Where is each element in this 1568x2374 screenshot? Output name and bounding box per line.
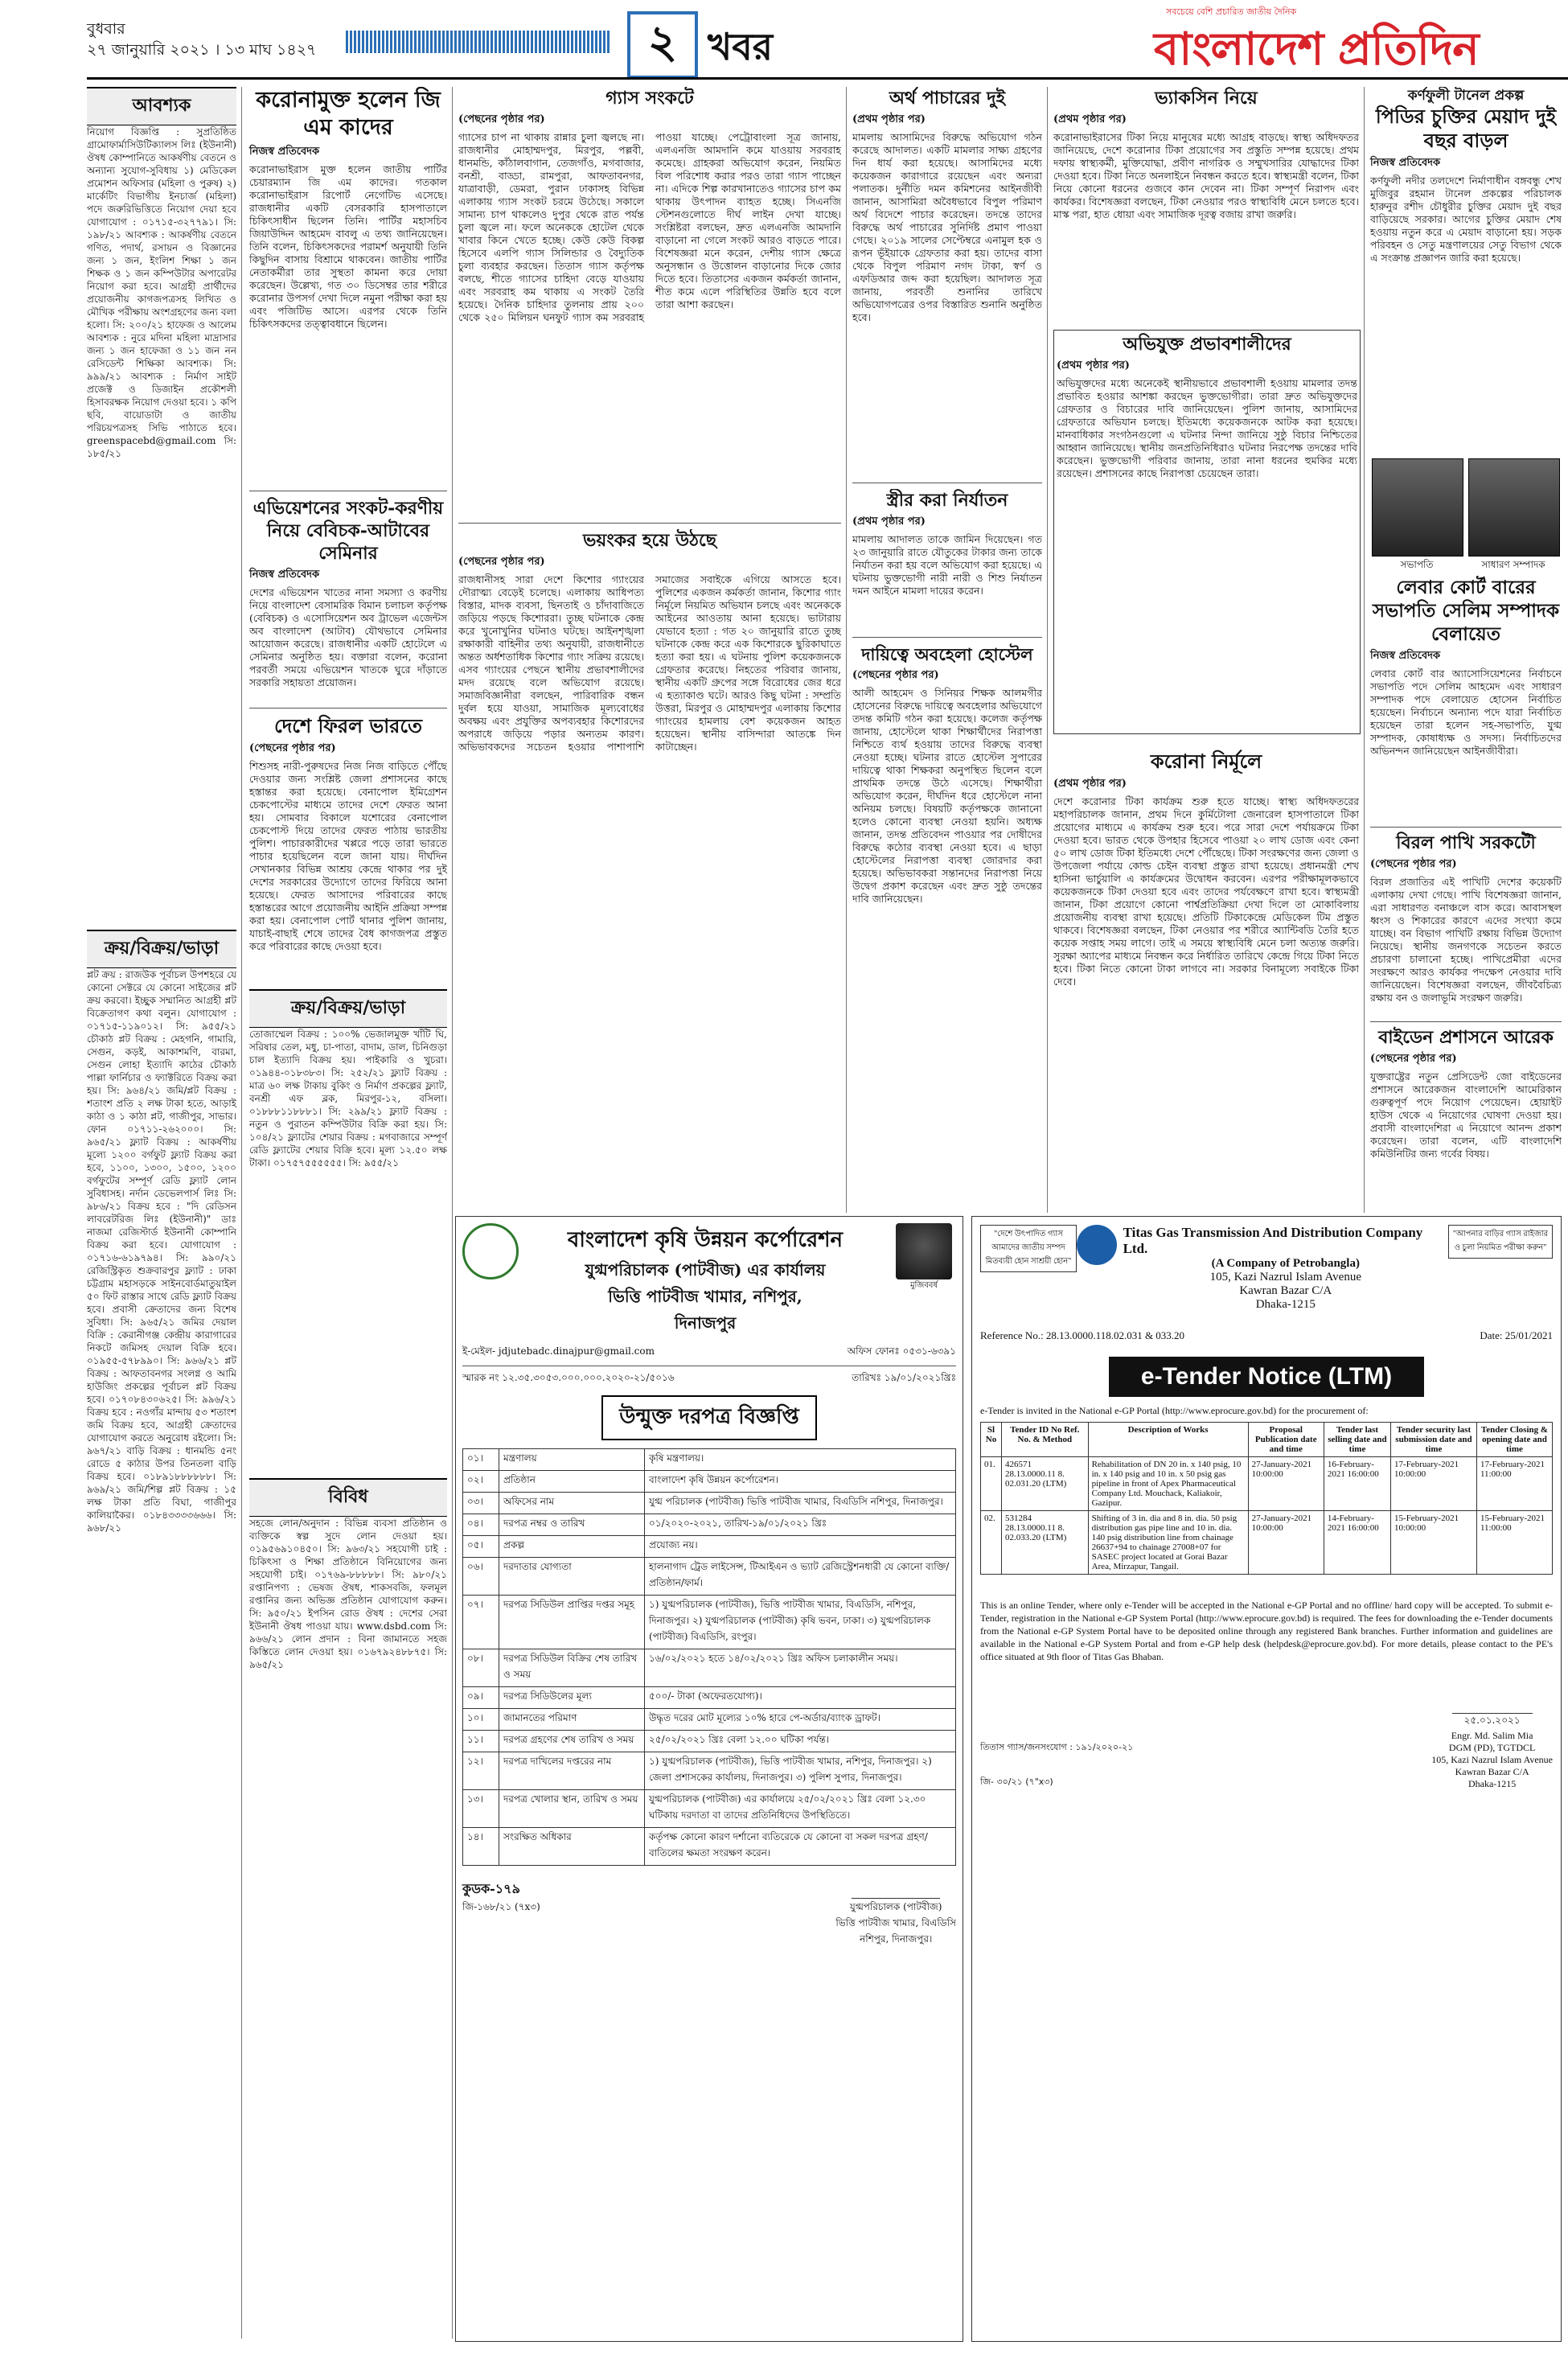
address-line-2: Kawran Bazar C/A: [1239, 1284, 1332, 1297]
article-body: রাজধানীসহ সারা দেশে কিশোর গ্যাংয়ের দৌরাত্ম্য বেড়েই চলেছে। এলাকায় আধিপত্য বিস্তার, মাদক ব্যবসা, ছিনতাই ও চাঁদাবাজিতে জড়িয়ে পড়ছে কিশোররা। তুচ্ছ ঘটনাকে কেন্দ্র করে খুনোখুনির ঘটনাও ঘটছে। আইনশৃঙ্খলা রক্ষাকারী বাহিনীর তথ্য অনুযায়ী, রাজধানীতে অন্তত অর্ধশতাধিক কিশোর গ্যাং সক্রিয় রয়েছে। এসব গ্যাংয়ের পেছনে স্থানীয় প্রভাবশালীদের মদদ রয়েছে বলে অভিযোগ রয়েছে। সমাজবিজ্ঞানীরা বলছেন, পারিবারিক বন্ধন দুর্বল হয়ে যাওয়া, সামাজিক মূল্যবোধের অবক্ষয় এবং প্রযুক্তির অপব্যবহার কিশোরদের অপরাধে জড়িয়ে পড়ার অন্যতম কারণ। অভিভাবকদের সচেতন হওয়ার পাশাপাশি সমাজের সবাইকে এগিয়ে আসতে হবে। পুলিশের একজন কর্মকর্তা জানান, কিশোর গ্যাং নির্মূলে নিয়মিত অভিযান চলছে এবং অনেককে আইনের আওতায় আনা হয়েছে। ভাটারায় যেভাবে হত্যা : গত ২০ জানুয়ারি রাতে তুচ্ছ ঘটনাকে কেন্দ্র করে এক কিশোরকে ছুরিকাঘাতে হত্যা করা হয়। এ ঘটনায় পুলিশ কয়েকজনকে গ্রেফতার করেছে। নিহতের পরিবার জানায়, স্থানীয় একটি গ্রুপের সঙ্গে বিরোধের জের ধরে এ হত্যাকাণ্ড ঘটে। আরও কিছু ঘটনা : সম্প্রতি উত্তরা, মিরপুর ও মোহাম্মদপুর এলাকায় কিশোর গ্যাংয়ের হামলায় বেশ কয়েকজন আহত হয়েছেন। স্থানীয় বাসিন্দারা আতঙ্কে দিন কাটাচ্ছেন।: [458, 573, 841, 753]
krishi-table-row: [463, 1449, 956, 1471]
krishi-cell-label: দরপত্র সিডিউল প্রাপ্তির দপ্তর সমূহ: [499, 1596, 645, 1649]
org-title: বাংলাদেশ কৃষি উন্নয়ন কর্পোরেশন: [567, 1228, 844, 1252]
photo-secretary: [1468, 458, 1560, 557]
article-byline: নিজস্ব প্রতিবেদক: [249, 146, 320, 158]
krishi-cell-label: অফিসের নাম: [499, 1493, 645, 1514]
etender-footer-text: This is an online Tender, where only e-Tender will be accepted in the National e-GP Portal and no offline/ hard copy will be accepted. To submit e-Tender, registration in the National e-GP System Portal (http://www.eprocure.gov.bd) is required. The fees for downloading the e-Tender documents from the National e-GP System Portal have to be deposited online through any registered Bank branches. Further information and guidelines are available in the National e-GP System Portal and from e-GP help desk (helpdesk@eprocure.gov.bd). For more details, please contact to the PE's office situated at 9th floor of Titas Gas Bhaban.: [980, 1600, 1553, 1662]
org-email: ই-মেইল- jdjutebadc.dinajpur@gmail.com: [462, 1345, 655, 1357]
etender-header-row: [981, 1423, 1553, 1457]
classifieds-mid-ads: তোজাম্মেল বিক্রয় : ১০০% ভেজালমুক্ত খাঁটি ঘি, সরিষার তেল, মধু, চা-পাতা, বাদাম, ডাল, চিনিগুড়া চাল ইত্যাদি বিক্রয় হয়। পাইকারি ও খুচরা। ০১৯৪৪-০১৮৩৮৩। সি: ২৫২/২১ ফ্ল্যাট বিক্রয় : মাত্র ৬০ লক্ষ টাকায় বুকিং ও নির্মাণ প্রকল্পের ফ্ল্যাট, বনশ্রী এফ ব্লক, মিরপুর-১২, বসিলা। ০১৮৮৮১১৮৮৮১। সি: ২৯৯/২১ ফ্ল্যাট বিক্রয় : নতুন ও পুরাতন কম্পিউটার বিক্রি করা হয়। সি: ১০৪/২১ ফ্ল্যাটের শেয়ার বিক্রয় : মগবাজারে সম্পূর্ণ রেডি ফ্ল্যাটের শেয়ার বিক্রি হবে। মূল্য ১২.৫০ লক্ষ টাকা। ০১৭৫৭৫৫৫৫৫৫। সি: ৯৫৫/২১: [249, 1029, 447, 1169]
etender-cell-close: 17-February-2021 11:00:00: [1476, 1457, 1552, 1511]
section-title: খবর: [708, 25, 774, 68]
column-rule-1: [241, 87, 242, 2339]
etender-cell-sell: 14-February-2021 16:00:00: [1324, 1511, 1390, 1575]
etender-cell-sec: 15-February-2021 10:00:00: [1391, 1511, 1477, 1575]
divider: [458, 523, 841, 524]
krishi-table-row: [463, 1493, 956, 1514]
article-bharat: [249, 714, 447, 992]
classifieds-trade-ads: প্লট ক্রয় : রাজউক পূর্বাচল উপশহরে যে কোনো সেক্টরে যে কোনো সাইজের প্লট ক্রয় করবো। ইচ্ছুক সম্মানিত আগ্রহী প্লট বিক্রেতাগণ কথা বলুন। যোগাযোগ : ০১৭১৫-১১৯০১২। সি: ৯৫৫/২১ চৌকাঠ প্লট বিক্রয় : মেহগনি, গামারি, সেগুন, কড়ই, আকাশমণি, বারমা, সেগুন লোহা ইত্যাদি কাঠের চৌকাঠ পাল্লা ফার্নিচার ও ফ্যাক্টরিতে বিক্রয় করা হয়। সি: ৯৬৪/২১ জমি/প্লট বিক্রয় : শতাংশ প্রতি ২ লক্ষ টাকা হতে, আড়াই কাঠা ও ১ কাঠা প্লট, গাজীপুর, সাভার। ফোন ০১৭১১-২৬২০০০। সি: ৯৬৫/২১ ফ্ল্যাট বিক্রয় : আকর্ষণীয় মূল্যে ১২০০ বর্গফুট ফ্ল্যাট বিক্রয় করা হবে, ১১০০, ১৩০০, ১৫০০, ১২০০ বর্গফুটের সম্পূর্ণ রেডি ফ্ল্যাট লোন সুবিধাসহ। নর্দান ডেভেলপার্স লিঃ সি: ৯৮৬/২১ বিক্রয় হবে : "দি রেডিসন লাবরেটরিজ লিঃ (ইউনানী)" ডাঃ নাজমা রেজিস্টার্ড ইউনানী কোম্পানি বিক্রয় করা হবে। যোগাযোগ : ০১৭১৬-৬১৯৭৯৪। সি: ৯৯০/২১ রেজিস্ট্রিকৃত শুক্রবারপুর ফ্ল্যাট : ঢাকা চট্টগ্রাম মহাসড়কে সাইনবোর্ডমাতুয়াইল ৫০ ফিট রাস্তার সাথে রেডি ফ্ল্যাট বিক্রয় হবে। প্রবাসী ক্রেতাদের জন্য বিশেষ সুবিধা। সি: ৯৬৫/২১ জমির দেয়াল বিক্রি : কেরানীগঞ্জ কেন্দ্রীয় কারাগারের নিকটে জমিসহ দেয়াল বিক্রি হবে। ০১৯৫৫-৫৭৮৯৯০। সি: ৯৬৬/২১ প্লট বিক্রয় : আফতাবনগর সংলগ্ন ও আমি হাউজিং প্রকল্পের পূর্বাচল প্লট বিক্রয় হবে। ০১৭০৮৪৩০৬২৫। সি: ৯৯৬/২১ বিক্রয় হবে : নওগাঁর মান্দায় ৫৩ শতাংশ জমি বিক্রয় হবে, আগ্রহী ক্রেতাদের যোগাযোগ করতে অনুরোধ রইলো। সি: ৯৬৭/২১ বাড়ি বিক্রয় : ধানমন্ডি ৫নং রোডে ৫ কাঠার উপর তিনতলা বাড়ি বিক্রয় হবে। ০১৮৯১৮৮৮৮৮৮। সি: ৯৬৯/২১ জমি/শিল্প প্লট বিক্রয় : ১৫ লক্ষ টাকা প্রতি বিঘা, গাজীপুর কালিয়াকৈর। ০১৮৪৩৩৩৩৬৬৬। সি: ৯৬৮/২১: [87, 969, 236, 1534]
photo-president: [1372, 458, 1463, 557]
divider: [1370, 1021, 1562, 1022]
header-date: ২৭ জানুয়ারি ২০২১ । ১৩ মাঘ ১৪২৭: [87, 41, 317, 59]
etender-header-cell: Sl No: [981, 1423, 1002, 1457]
krishi-cell-label: দরপত্র সিডিউল বিক্রির শেষ তারিখ ও সময়: [499, 1649, 645, 1687]
etender-cell-pub: 27-January-2021 10:00:00: [1248, 1457, 1324, 1511]
article-labor: [1370, 576, 1562, 820]
article-stri: [852, 489, 1042, 642]
badc-logo-icon: [462, 1223, 519, 1279]
header-day: বুধবার: [87, 20, 125, 38]
krishi-cell-value: ৫০০/- টাকা (অফেরতযোগ্য)।: [645, 1687, 956, 1709]
masthead-logo: বাংলাদেশ প্রতিদিন: [1154, 23, 1479, 76]
krishi-cell-sl: ১৪।: [463, 1828, 499, 1866]
krishi-table-row: [463, 1828, 956, 1866]
signer-name: Engr. Md. Salim Mia: [1451, 1730, 1533, 1741]
article-headline: ভ্যাকসিন নিয়ে: [1155, 88, 1258, 109]
signer-name: যুগ্মপরিচালক (পাটবীজ): [849, 1901, 942, 1912]
article-body: বিরল প্রজাতির এই পাখিটি দেশের কয়েকটি এলাকায় দেখা গেছে। পাখি বিশেষজ্ঞরা জানান, এরা সাধারণত বনাঞ্চলে বাস করে। আবাসস্থল ধ্বংস ও শিকারের কারণে এদের সংখ্যা কমে যাচ্ছে। বন বিভাগ পাখিটি রক্ষায় বিভিন্ন উদ্যোগ নিয়েছে। স্থানীয় জনগণকে সচেতন করতে প্রচারণা চালানো হচ্ছে। পাখিপ্রেমীরা এদের সংরক্ষণে আরও কার্যকর পদক্ষেপ নেওয়ার দাবি জানিয়েছেন। বিশেষজ্ঞরা বলছেন, জীববৈচিত্র্য রক্ষায় বন ও জলাভূমি সংরক্ষণ জরুরি।: [1370, 876, 1562, 1004]
address-line-1: 105, Kazi Nazrul Islam Avenue: [1209, 1271, 1361, 1284]
classifieds-mid-label: ক্রয়/বিক্রয়/ভাড়া: [249, 989, 447, 1028]
article-headline: দায়িত্বে অবহেলা হোস্টেল: [861, 644, 1033, 664]
krishi-cell-sl: ০৪।: [463, 1514, 499, 1536]
etender-cell-sl: 01.: [981, 1457, 1002, 1511]
slogan-right: "আপনার বাড়ির গ্যাস রাইজার ও চুলা নিয়মিত পরীক্ষা করুন": [1448, 1225, 1553, 1259]
org-sub-3: দিনাজপুর: [674, 1313, 737, 1333]
column-rule-2: [452, 87, 453, 2339]
krishi-cell-sl: ০৯।: [463, 1687, 499, 1709]
article-byline: নিজস্ব প্রতিবেদক: [1370, 157, 1441, 169]
krishi-table-row: [463, 1558, 956, 1596]
article-headline: অভিযুক্ত প্রভাবশালীদের: [1123, 334, 1291, 355]
titas-tender-ad: [971, 1216, 1562, 2342]
article-body: দেশের এভিয়েশন খাতের নানা সমস্যা ও করণীয় নিয়ে বাংলাদেশ বেসামরিক বিমান চলাচল কর্তৃপক্ষ (বেবিচক) ও এসোসিয়েশন অব ট্রাভেল এজেন্টস অব বাংলাদেশ (আটাব) যৌথভাবে সেমিনার আয়োজন করেছে। রাজধানীর একটি হোটেলে এ সেমিনার অনুষ্ঠিত হয়। বক্তারা বলেন, করোনা পরবর্তী সময়ে এভিয়েশন খাতকে ঘুরে দাঁড়াতে সরকারি সহায়তা প্রয়োজন।: [249, 586, 447, 688]
address-line-3: Dhaka-1215: [1255, 1298, 1316, 1311]
signer-address-2: Kawran Bazar C/A: [1455, 1766, 1529, 1777]
krishi-cell-sl: ০৭।: [463, 1596, 499, 1649]
krishi-cell-label: দরপত্র দাখিলের দপ্তরের নাম: [499, 1752, 645, 1790]
article-body: মামলায় আদালত তাকে জামিন দিয়েছেন। গত ২৩ জানুয়ারি রাতে যৌতুকের টাকার জন্য তাকে নির্যাতন করা হয় বলে অভিযোগ করা হয়েছে। এ ঘটনায় ভুক্তভোগী নারী নারী ও শিশু নির্যাতন দমন আইনে মামলা দায়ের করেন।: [852, 533, 1042, 597]
krishi-cell-sl: ০৫।: [463, 1536, 499, 1558]
masthead-tagline: সবচেয়ে বেশি প্রচারিত জাতীয় দৈনিক: [1166, 6, 1297, 17]
article-headline: অর্থ পাচারের দুই: [889, 88, 1006, 109]
memo-date: তারিখঃ ১৯/০১/২০২১খ্রিঃ: [852, 1372, 956, 1383]
article-headline: এভিয়েশনের সংকট-করণীয় নিয়ে বেবিচক-আটাবের সেমিনার: [252, 498, 444, 564]
krishi-cell-sl: ০১।: [463, 1449, 499, 1471]
article-gas: [458, 87, 841, 525]
classifieds-mid-misc-ads: সহজে লোন/অনুদান : বিভিন্ন ব্যবসা প্রতিষ্ঠান ও ব্যক্তিকে স্বল্প সুদে লোন দেওয়া হয়। ০১৯৫৬৯১০৪৫০। সি: ৯৬৩/২১ সহযোগী চাই : চিকিৎসা ও শিক্ষা প্রতিষ্ঠানে বিনিয়োগের জন্য সহযোগী চাই। ০১৭৬৯-৮৮৮৮৮। সি: ৯৮০/২১ রপ্তানিপণ্য : ভেষজ ঔষধ, শাকসবজি, ফলমূল রপ্তানির জন্য অভিজ্ঞ প্রতিষ্ঠান যোগাযোগ করুন। সি: ৯৫০/২১ ইপসিন রোড ঔষধ : দেশের সেরা ইউনানী ঔষধ পাওয়া যায়। www.dsbd.com সি: ৯৬৬/২১ লোন প্রদান : বিনা জামানতে সহজ কিস্তিতে লোন দেওয়া হয়। ০১৬৭৯২৪৮৮৭৫। সি: ৯৬৫/২১: [249, 1518, 447, 1670]
classifieds-mid-label-misc: বিবিধ: [249, 1478, 447, 1517]
article-byline: (প্রথম পৃষ্ঠার পর): [1057, 359, 1130, 372]
classifieds-column: [87, 87, 236, 2339]
signer-office: ভিত্তি পাটবীজ খামার, বিএডিসি: [835, 1917, 956, 1928]
etender-cell-desc: Shifting of 3 in. dia and 8 in. dia. 50 psig distribution gas pipe line and 10 in. dia. 140 psig distribution line from chainage 26637+94 to chainage 27008+07 for SASEC project located at Gorai Bazar Area, Mirzapur, Tangail.: [1088, 1511, 1248, 1575]
etender-title: e-Tender Notice (LTM): [1109, 1357, 1424, 1397]
article-byline: নিজস্ব প্রতিবেদক: [1370, 650, 1441, 662]
article-seminar: [249, 497, 447, 723]
etender-row: [981, 1457, 1553, 1511]
classifieds-label-trade: ক্রয়/বিক্রয়/ভাড়া: [87, 930, 236, 968]
krishi-table-row: [463, 1596, 956, 1649]
article-hostel: [852, 643, 1042, 1210]
signature-mark: [1452, 1695, 1533, 1714]
article-byline: (পেছনের পৃষ্ঠার পর): [458, 113, 545, 125]
article-headline: ভয়ংকর হয়ে উঠছে: [582, 530, 717, 551]
article-vaccine: [1053, 87, 1359, 332]
article-byline: (প্রথম পৃষ্ঠার পর): [852, 515, 926, 528]
sign-date: ২৫.০১.২০২১: [1463, 1715, 1521, 1726]
krishi-cell-value: উদ্ধৃত দরের মোট মূল্যের ১০% হারে পে-অর্ডার/ব্যাংক ড্রাফট।: [645, 1709, 956, 1731]
article-body: করোনাভাইরাস মুক্ত হলেন জাতীয় পার্টির চেয়ারম্যান জি এম কাদের। গতকাল করোনাভাইরাস রিপোর্ট নেগেটিভ এসেছে। রাজধানীর একটি বেসরকারি হাসপাতালে চিকিৎসাধীন ছিলেন তিনি। পার্টির মহাসচিব জিয়াউদ্দিন আহমেদ বাবলু এ তথ্য জানিয়েছেন। তিনি বলেন, চিকিৎসকদের পরামর্শ অনুযায়ী তিনি কিছুদিন বাসায় বিশ্রামে থাকবেন। জাতীয় পার্টির নেতাকর্মীরা তার সুস্থতা কামনা করে দোয়া করেছেন। উল্লেখ্য, গত ৩০ ডিসেম্বর তার শরীরে করোনার উপসর্গ দেখা দিলে নমুনা পরীক্ষা করা হয় এবং পজিটিভ আসে। এরপর থেকে তিনি চিকিৎসকদের তত্ত্বাবধানে ছিলেন।: [249, 163, 447, 330]
article-headline: দেশে ফিরল ভারতে: [273, 714, 423, 737]
titas-ref-2: জি- ৩০/২১ (৭"x৩): [980, 1776, 1053, 1787]
classifieds-wanted-ads: নিয়োগ বিজ্ঞপ্তি : সুপ্রতিষ্ঠিত গ্রামোফার্মাসিউটিক্যালস লিঃ (ইউনানী) ঔষধ কোম্পানিতে আকর্ষণীয় বেতনে ও অন্যান্য সুযোগ-সুবিধায় ১) মেডিকেল প্রমোশন অফিসার (মহিলা ও পুরুষ) ২) মার্কেটিং বিভাগীয় ইনচার্জ (মহিলা) পদে জরুরিভিত্তিতে নিয়োগ দেয়া হবে যোগাযোগ : ০১৭১৫-৩২৭৭৯১। সি: ১৯৮/২১ আবশ্যক : আকর্ষণীয় বেতনে গণিত, পদার্থ, রসায়ন ও বিজ্ঞানের জন্য ১ জন, ইংলিশ শিক্ষা ১ জন শিক্ষক ও ১ জন কম্পিউটার অপারেটর নিয়োগ করা হবে। আগ্রহী প্রার্থীদের প্রয়োজনীয় কাগজপত্রসহ লিখিত ও মৌখিক পরীক্ষায় অংশগ্রহণের জন্য বলা হলো। সি: ২০০/২১ হাফেজ ও আলেম আবশ্যক : নুরে মদিনা মহিলা মাদ্রাসার জন্য ১ জন হাফেজা ও ১১ জন নন রেসিডেন্ট শিক্ষিকা আবশ্যক। সি: ৯৯৯/২১ আবশ্যক : নির্মাণ সাইট প্রজেক্ট ও ডিজাইন প্রকৌশলী হিসাবরক্ষক নিয়োগ দেওয়া হবে। ১ কপি ছবি, বায়োডাটা ও জাতীয় পরিচয়পত্রসহ সিভি পাঠাতে হবে। greenspacebd@gmail.com সি: ১৮৫/২১: [87, 126, 236, 459]
article-byline: (প্রথম পৃষ্ঠার পর): [1053, 778, 1127, 790]
article-headline: বাইডেন প্রশাসনে আরেক: [1378, 1027, 1554, 1048]
krishi-cell-label: দরপত্র খোলার স্থান, তারিখ ও সময়: [499, 1790, 645, 1828]
article-headline: বিরল পাখি সরকটৌ: [1396, 832, 1536, 853]
article-birol: [1370, 832, 1562, 1025]
mujib-borsho-label: মুজিববর্ষ: [909, 1281, 938, 1290]
article-kicker: কর্ণফুলী টানেল প্রকল্প: [1407, 88, 1525, 104]
etender-intro: e-Tender is invited in the National e-GP Portal (http://www.eprocure.gov.bd) for the procurement of:: [980, 1405, 1369, 1416]
etender-header-cell: Tender last selling date and time: [1324, 1423, 1390, 1457]
article-body: লেবার কোর্ট বার অ্যাসোসিয়েশনের নির্বাচনে সভাপতি পদে সেলিম আহমেদ এবং সাধারণ সম্পাদক পদে বেলায়েত হোসেন নির্বাচিত হয়েছেন। নির্বাচনে অন্যান্য পদে যারা নির্বাচিত হয়েছেন তারা হলেন সহ-সভাপতি, যুগ্ম সম্পাদক, কোষাধ্যক্ষ ও সদস্য। নির্বাচিতদের অভিনন্দন জানিয়েছেন আইনজীবীরা।: [1370, 667, 1562, 757]
krishi-cell-sl: ১১।: [463, 1731, 499, 1752]
krishi-cell-label: সংরক্ষিত অধিকার: [499, 1828, 645, 1866]
article-ortho-pachar: [852, 87, 1042, 485]
page-number: ২: [647, 15, 678, 68]
signer-address-1: 105, Kazi Nazrul Islam Avenue: [1431, 1754, 1553, 1765]
ref-code-2: জি-১৬৮/২১ (৭x৩): [462, 1901, 540, 1912]
etender-header-cell: Tender security last submission date and time: [1391, 1423, 1477, 1457]
krishi-cell-sl: ০৮।: [463, 1649, 499, 1687]
article-headline: স্ত্রীর করা নির্যাতন: [886, 490, 1008, 511]
etender-row: [981, 1511, 1553, 1575]
etender-table: [980, 1422, 1553, 1575]
article-karona-mukto: [249, 87, 447, 433]
krishi-cell-value: ১৬/০২/২০২১ হতে ১৪/০২/২০২১ খ্রিঃ অফিস চলাকালীন সময়।: [645, 1649, 956, 1687]
signer-address-3: Dhaka-1215: [1467, 1778, 1517, 1789]
krishi-cell-value: কৃষি মন্ত্রণালয়।: [645, 1449, 956, 1471]
org-sub-2: ভিত্তি পাটবীজ খামার, নশিপুর,: [608, 1287, 802, 1306]
page-number-box: [627, 11, 698, 79]
krishi-cell-sl: ১০।: [463, 1709, 499, 1731]
article-body: দেশে করোনার টিকা কার্যক্রম শুরু হতে যাচ্ছে। স্বাস্থ্য অধিদফতরের মহাপরিচালক জানান, প্রথম দিনে কুর্মিটোলা জেনারেল হাসপাতালে টিকা প্রয়োগের মাধ্যমে এ কার্যক্রম শুরু হবে। পরে সারা দেশে পর্যায়ক্রমে টিকা দেওয়া হবে। ভারত থেকে উপহার হিসেবে পাওয়া ২০ লাখ ডোজ এবং কেনা ৫০ লাখ ডোজ টিকা ইতিমধ্যে দেশে পৌঁছেছে। টিকা সংরক্ষণের জন্য জেলা ও উপজেলা পর্যায়ে কোল্ড চেইন ব্যবস্থা প্রস্তুত রাখা হয়েছে। প্রধানমন্ত্রী শেখ হাসিনা ভার্চুয়ালি এ কার্যক্রমের উদ্বোধন করবেন। এরপর পরীক্ষামূলকভাবে কয়েকজনকে টিকা দেওয়া হবে এবং তাদের পর্যবেক্ষণে রাখা হবে। স্বাস্থ্যমন্ত্রী জানান, টিকা প্রয়োগে কোনো পার্শ্বপ্রতিক্রিয়া দেখা দিলে তা মোকাবিলায় প্রয়োজনীয় ব্যবস্থা রাখা হয়েছে। প্রতিটি টিকাকেন্দ্রে মেডিকেল টিম প্রস্তুত থাকবে। বিশেষজ্ঞরা বলছেন, টিকা নেওয়ার পর শরীরে অ্যান্টিবডি তৈরি হতে কয়েক সপ্তাহ সময় লাগে। তাই এ সময়ে স্বাস্থ্যবিধি মেনে চলা অত্যন্ত জরুরি। সুরক্ষা অ্যাপের মাধ্যমে নিবন্ধন করে নির্ধারিত তারিখে কেন্দ্রে গিয়ে টিকা নিতে হবে। টিকা নিতে কোনো টাকা লাগবে না। সরকার বিনামূল্যে সবাইকে টিকা দেবে।: [1053, 795, 1359, 988]
article-byline: (পেছনের পৃষ্ঠার পর): [249, 742, 336, 754]
krishi-table-row: [463, 1514, 956, 1536]
krishi-cell-value: হালনাগাদ ট্রেড লাইসেন্স, টিআইএন ও ভ্যাট রেজিস্ট্রেশনধারী যে কোনো ব্যক্তি/প্রতিষ্ঠান/ফার্ম।: [645, 1558, 956, 1596]
slogan-left: "দেশে উৎপাদিত গ্যাস আমাদের জাতীয় সম্পদ মিতব্যয়ী হোন সাশ্রয়ী হোন": [980, 1225, 1077, 1272]
article-body: অভিযুক্তদের মধ্যে অনেকেই স্থানীয়ভাবে প্রভাবশালী হওয়ায় মামলার তদন্ত প্রভাবিত হওয়ার আশঙ্কা করছেন ভুক্তভোগীরা। তারা দ্রুত অভিযুক্তদের গ্রেফতার ও বিচারের দাবি জানিয়েছেন। পুলিশ জানায়, আসামিদের গ্রেফতারে অভিযান চলছে। ইতিমধ্যে কয়েকজনকে আটক করা হয়েছে। মানবাধিকার সংগঠনগুলো এ ঘটনার নিন্দা জানিয়ে সুষ্ঠু বিচার নিশ্চিতের আহ্বান জানিয়েছে। স্থানীয় জনপ্রতিনিধিরাও ঘটনার নিরপেক্ষ তদন্তের দাবি করেছেন। ভুক্তভোগী পরিবার জানায়, তারা নানা ধরনের হুমকির মধ্যে রয়েছেন। প্রশাসনের কাছে নিরাপত্তা চেয়েছেন তারা।: [1057, 377, 1357, 479]
ref-code-1: কুডক-১৭৯: [462, 1881, 520, 1896]
krishi-tender-ad: [455, 1216, 963, 2342]
classifieds-label-wanted: আবশ্যক: [87, 87, 236, 125]
etender-cell-id: 531284 28.13.0000.11 8. 02.033.20 (LTM): [1002, 1511, 1089, 1575]
krishi-cell-value: যুগ্মপরিচালক (পাটবীজ) এর কার্যালয়ে ২৫/০২/২০২১ খ্রিঃ বেলা ১২.৩০ ঘটিকায় দরদাতা বা তাদের প্রতিনিধিদের উপস্থিতিতে।: [645, 1790, 956, 1828]
column-rule-3: [846, 87, 847, 1213]
krishi-table-row: [463, 1731, 956, 1752]
mujib-portrait-icon: [896, 1223, 952, 1279]
article-byline: (প্রথম পৃষ্ঠার পর): [1053, 113, 1127, 125]
article-body: শিশুসহ নারী-পুরুষদের নিজ নিজ বাড়িতে পৌঁছে দেওয়ার জন্য সংশ্লিষ্ট জেলা প্রশাসনের কাছে হস্তান্তর করা হয়েছে। বেনাপোল ইমিগ্রেশন চেকপোস্টের মাধ্যমে তাদের দেশে ফেরত আনা হয়। সোমবার বিকালে যশোরের বেনাপোল চেকপোস্ট দিয়ে তাদের ফেরত পাঠায় ভারতীয় পুলিশ। পাচারকারীদের খপ্পরে পড়ে তারা ভারতে পাচার হয়েছিলেন বলে জানা যায়। দীর্ঘদিন সেখানকার বিভিন্ন আশ্রয় কেন্দ্রে থাকার পর দুই দেশের সরকারের উদ্যোগে তাদের ফিরিয়ে আনা হয়েছে। ফেরত আসাদের পরিবারের কাছে হস্তান্তরের আগে প্রয়োজনীয় আইনি প্রক্রিয়া সম্পন্ন করা হয়। বেনাপোল পোর্ট থানার পুলিশ জানায়, যাচাই-বাছাই শেষে তাদের বৈধ কাগজপত্র প্রস্তুত করে পরিবারের কাছে দেওয়া হবে।: [249, 760, 447, 952]
etender-header-cell: Proposal Publication date and time: [1248, 1423, 1324, 1457]
notice-date: Date: 25/01/2021: [1480, 1329, 1553, 1341]
etender-cell-desc: Rehabilitation of DN 20 in. x 140 psig, 10 in. x 140 psig and 10 in. x 50 psig gas pipeline in front of Apex Pharmaceutical Company Ltd. Mouchack, Kaliakoir, Gazipur.: [1088, 1457, 1248, 1511]
krishi-cell-value: ০১/২০২০-২০২১, তারিখ-১৯/০১/২০২১ খ্রিঃ: [645, 1514, 956, 1536]
etender-cell-id: 426571 28.13.0000.11 8. 02.031.20 (LTM): [1002, 1457, 1089, 1511]
etender-header-cell: Description of Works: [1088, 1423, 1248, 1457]
article-obhijukto: [1053, 330, 1361, 734]
krishi-table-row: [463, 1709, 956, 1731]
krishi-cell-sl: ০৩।: [463, 1493, 499, 1514]
krishi-cell-value: ২৫/০২/২০২১ খ্রিঃ বেলা ১২.০০ ঘটিকা পর্যন্ত।: [645, 1731, 956, 1752]
article-byline: (পেছনের পৃষ্ঠার পর): [458, 556, 545, 568]
signature-mark: [852, 1879, 940, 1899]
article-body: মামলায় আসামিদের বিরুদ্ধে অভিযোগ গঠন করেছে আদালত। একটি মামলার সাক্ষ্য গ্রহণের দিন ধার্য করা হয়েছে। আসামিদের মধ্যে কয়েকজন কারাগারে রয়েছেন এবং অন্যরা পলাতক। দুর্নীতি দমন কমিশনের আইনজীবী জানান, আসামিরা অবৈধভাবে বিপুল পরিমাণ অর্থ বিদেশে পাচার করেছেন। তদন্তে তাদের বিরুদ্ধে অর্থ পাচারের সুনির্দিষ্ট প্রমাণ পাওয়া গেছে। ২০১৯ সালের সেপ্টেম্বরে এনামুল হক ও রূপন ভূঁইয়াকে গ্রেফতার করা হয়। তাদের বাসা থেকে বিপুল পরিমাণ নগদ টাকা, স্বর্ণ ও এফডিআর জব্দ করা হয়েছিল। আদালত সূত্র জানায়, পরবর্তী শুনানির তারিখে অভিযোগপত্রের ওপর বিস্তারিত শুনানি অনুষ্ঠিত হবে।: [852, 131, 1042, 323]
article-body: করোনাভাইরাসের টিকা নিয়ে মানুষের মধ্যে আগ্রহ বাড়ছে। স্বাস্থ্য অধিদফতর জানিয়েছে, দেশে করোনার টিকা প্রয়োগের সব প্রস্তুতি সম্পন্ন হয়েছে। প্রথম দফায় স্বাস্থ্যকর্মী, মুক্তিযোদ্ধা, প্রবীণ নাগরিক ও সম্মুখসারির যোদ্ধাদের টিকা দেওয়া হবে। টিকা নিতে অনলাইনে নিবন্ধন করতে হবে। স্বাস্থ্যমন্ত্রী বলেন, টিকা নিয়ে কোনো ধরনের গুজবে কান দেবেন না। টিকা সম্পূর্ণ নিরাপদ এবং কার্যকর। বিশেষজ্ঞরা বলছেন, টিকা নেওয়ার পরও স্বাস্থ্যবিধি মেনে চলতে হবে। মাস্ক পরা, হাত ধোয়া এবং সামাজিক দূরত্ব বজায় রাখা জরুরি।: [1053, 131, 1359, 220]
org-sub: যুগ্মপরিচালক (পাটবীজ) এর কার্যালয়: [585, 1260, 826, 1279]
krishi-cell-value: প্রযোজ্য নয়।: [645, 1536, 956, 1558]
krishi-cell-value: কর্তৃপক্ষ কোনো কারণ দর্শানো ব্যতিরেকে যে কোনো বা সকল দরপত্র গ্রহণ/বাতিলের ক্ষমতা সংরক্ষণ করেন।: [645, 1828, 956, 1866]
article-byline: (পেছনের পৃষ্ঠার পর): [1370, 858, 1457, 870]
article-biden: [1370, 1026, 1562, 1211]
etender-header-cell: Tender Closing & opening date and time: [1476, 1423, 1552, 1457]
divider: [852, 637, 1042, 638]
article-byline: নিজস্ব প্রতিবেদক: [249, 569, 320, 581]
krishi-cell-label: দরপত্র সিডিউলের মূল্য: [499, 1687, 645, 1709]
krishi-cell-value: ১) যুগ্মপরিচালক (পাটবীজ), ভিত্তি পাটবীজ খামার, নশিপুর, দিনাজপুর। ২) জেলা প্রশাসকের কার্যালয়, দিনাজপুর। ৩) পুলিশ সুপার, দিনাজপুর।: [645, 1752, 956, 1790]
krishi-cell-sl: ১২।: [463, 1752, 499, 1790]
krishi-cell-value: যুগ্ম পরিচালক (পাটবীজ) ভিত্তি পাটবীজ খামার, বিএডিসি নশিপুর, দিনাজপুর।: [645, 1493, 956, 1514]
krishi-cell-label: প্রতিষ্ঠান: [499, 1471, 645, 1493]
krishi-tender-table: [462, 1448, 956, 1866]
org-phone: অফিস ফোনঃ ০৫৩১-৬৩৯১: [847, 1345, 956, 1357]
article-headline: পিডির চুক্তির মেয়াদ দুই বছর বাড়ল: [1375, 105, 1557, 152]
krishi-cell-label: জামানতের পরিমাণ: [499, 1709, 645, 1731]
article-body: কর্ণফুলী নদীর তলদেশে নির্মাণাধীন বঙ্গবন্ধু শেখ মুজিবুর রহমান টানেল প্রকল্পের পরিচালক হারুনুর রশীদ চৌধুরীর চুক্তির মেয়াদ দুই বছর বাড়িয়েছে সরকার। আগের চুক্তির মেয়াদ শেষ হওয়ায় নতুন করে এ মেয়াদ বাড়ানো হয়। সড়ক পরিবহন ও সেতু মন্ত্রণালয়ের সেতু বিভাগ থেকে এ সংক্রান্ত প্রজ্ঞাপন জারি করা হয়েছে।: [1370, 175, 1562, 264]
article-headline: গ্যাস সংকটে: [605, 88, 694, 109]
etender-header-cell: Tender ID No Ref. No. & Method: [1002, 1423, 1089, 1457]
article-karnaphuli: [1370, 87, 1562, 343]
krishi-table-row: [463, 1752, 956, 1790]
signer-title: DGM (PD), TGTDCL: [1448, 1742, 1536, 1753]
etender-cell-sell: 16-February-2021 16:00:00: [1324, 1457, 1390, 1511]
krishi-cell-label: দরপত্র গ্রহণের শেষ তারিখ ও সময়: [499, 1731, 645, 1752]
krishi-cell-sl: ০২।: [463, 1471, 499, 1493]
krishi-table-row: [463, 1471, 956, 1493]
titas-logo-icon: [1077, 1225, 1117, 1265]
header-rule: [87, 77, 1568, 80]
article-byline: (পেছনের পৃষ্ঠার পর): [1370, 1053, 1457, 1065]
etender-cell-sec: 17-February-2021 10:00:00: [1391, 1457, 1477, 1511]
etender-cell-close: 15-February-2021 11:00:00: [1476, 1511, 1552, 1575]
photo-caption-president: সভাপতি: [1400, 559, 1434, 570]
divider: [249, 708, 447, 709]
notice-title: উন্মুক্ত দরপত্র বিজ্ঞপ্তি: [601, 1395, 817, 1440]
etender-cell-sl: 02.: [981, 1511, 1002, 1575]
krishi-cell-label: দরদাতার যোগ্যতা: [499, 1558, 645, 1596]
article-byline: (প্রথম পৃষ্ঠার পর): [852, 113, 926, 125]
article-body: গ্যাসের চাপ না থাকায় রান্নার চুলা জ্বলছে না। রাজধানীর মোহাম্মদপুর, মিরপুর, পল্লবী, ধানমন্ডি, কাঁঠালবাগান, তেজগাঁও, মগবাজার, বনশ্রী, বাড্ডা, রামপুরা, আফতাবনগর, যাত্রাবাড়ী, ডেমরা, পুরান ঢাকাসহ বিভিন্ন এলাকায় গ্যাস সংকট চরমে উঠেছে। সকালে সামান্য চাপ থাকলেও দুপুর থেকে রাত পর্যন্ত চুলা জ্বলে না। ফলে অনেককে হোটেল থেকে খাবার কিনে খেতে হচ্ছে। কেউ কেউ বিকল্প হিসেবে এলপি গ্যাস সিলিন্ডার ও বৈদ্যুতিক চুলা ব্যবহার করছেন। তিতাস গ্যাস কর্তৃপক্ষ বলছে, শীতে গ্যাসের চাহিদা বেড়ে যাওয়ায় এবং সরবরাহ কম থাকায় এ সংকট তৈরি হয়েছে। দৈনিক চাহিদার তুলনায় প্রায় ২০০ থেকে ২৫০ মিলিয়ন ঘনফুট গ্যাস কম সরবরাহ পাওয়া যাচ্ছে। পেট্রোবাংলা সূত্র জানায়, এলএনজি আমদানি কমে যাওয়ায় সরবরাহ কমেছে। গ্রাহকরা অভিযোগ করেন, নিয়মিত বিল পরিশোধ করার পরও তারা গ্যাস পাচ্ছেন না। এদিকে শিল্প কারখানাতেও গ্যাসের চাপ কম থাকায় উৎপাদন ব্যাহত হচ্ছে। সিএনজি স্টেশনগুলোতে দীর্ঘ লাইন দেখা যাচ্ছে। সংশ্লিষ্টরা বলছেন, দ্রুত এলএনজি আমদানি বাড়ানো না গেলে সংকট আরও বাড়তে পারে। বিশেষজ্ঞরা মনে করেন, দেশীয় গ্যাস ক্ষেত্রে অনুসন্ধান ও উত্তোলন বাড়ানোর দিকে জোর দিতে হবে। তিতাসের একজন কর্মকর্তা জানান, শীত কমে এলে পরিস্থিতির উন্নতি হবে বলে তারা আশা করছেন।: [458, 131, 841, 323]
article-korona-nirmul: [1053, 750, 1359, 1214]
article-byline: (পেছনের পৃষ্ঠার পর): [852, 669, 939, 681]
signer-location: নশিপুর, দিনাজপুর।: [860, 1933, 933, 1945]
krishi-cell-sl: ১৩।: [463, 1790, 499, 1828]
company-sub: (A Company of Petrobangla): [1211, 1257, 1360, 1270]
krishi-cell-label: দরপত্র নম্বর ও তারিখ: [499, 1514, 645, 1536]
header-bar: [346, 31, 611, 53]
article-headline: করোনামুক্ত হলেন জি এম কাদের: [256, 88, 441, 140]
krishi-cell-label: প্রকল্প: [499, 1536, 645, 1558]
krishi-table-row: [463, 1790, 956, 1828]
article-body: আলী আহমেদ ও সিনিয়র শিক্ষক আলমগীর হোসেনের বিরুদ্ধে দায়িত্বে অবহেলার অভিযোগে তদন্ত কমিটি গঠন করা হয়েছে। কলেজ কর্তৃপক্ষ জানায়, হোস্টেলে থাকা শিক্ষার্থীদের নিরাপত্তা নিশ্চিতে ব্যর্থ হওয়ায় তাদের বিরুদ্ধে ব্যবস্থা নেওয়া হচ্ছে। ঘটনার রাতে হোস্টেল সুপারের দায়িত্বে থাকা শিক্ষকরা অনুপস্থিত ছিলেন বলে প্রাথমিক তদন্তে উঠে এসেছে। শিক্ষার্থীরা অভিযোগ করেন, দীর্ঘদিন ধরে হোস্টেলে নানা অনিয়ম চলছে। বিষয়টি কর্তৃপক্ষকে জানানো হলেও কোনো ব্যবস্থা নেওয়া হয়নি। অধ্যক্ষ জানান, তদন্ত প্রতিবেদন পাওয়ার পর দোষীদের বিরুদ্ধে কঠোর ব্যবস্থা নেওয়া হবে। এ ছাড়া হোস্টেলের নিরাপত্তা ব্যবস্থা জোরদার করা হয়েছে। অভিভাবকরা সন্তানদের নিরাপত্তা নিয়ে উদ্বেগ প্রকাশ করেছেন এবং দ্রুত সুষ্ঠু তদন্তের দাবি জানিয়েছেন।: [852, 687, 1042, 905]
krishi-cell-value: বাংলাদেশ কৃষি উন্নয়ন কর্পোরেশন।: [645, 1471, 956, 1493]
divider: [1370, 827, 1562, 828]
reference-number: Reference No.: 28.13.0000.118.02.031 & 033.20: [980, 1329, 1185, 1341]
krishi-cell-sl: ০৬।: [463, 1558, 499, 1596]
company-name: Titas Gas Transmission And Distribution Company Ltd.: [1123, 1225, 1423, 1256]
krishi-cell-label: মন্ত্রণালয়: [499, 1449, 645, 1471]
column-rule-4: [1047, 87, 1048, 1213]
photo-caption-secretary: সাধারণ সম্পাদক: [1481, 559, 1545, 570]
etender-cell-pub: 27-January-2021 10:00:00: [1248, 1511, 1324, 1575]
krishi-cell-value: ১) যুগ্মপরিচালক (পাটবীজ), ভিত্তি পাটবীজ খামার, বিএডিসি, নশিপুর, দিনাজপুর। ২) যুগ্মপরিচালক (পাটবীজ) কৃষি ভবন, ঢাকা। ৩) যুগ্মপরিচালক (পাটবীজ) বিএডিসি, রংপুর।: [645, 1596, 956, 1649]
article-bhoyonkor: [458, 529, 841, 1201]
krishi-table-row: [463, 1649, 956, 1687]
titas-ref: তিতাস গ্যাস/জনসংযোগ : ১৯১/২০২০-২১: [980, 1742, 1134, 1752]
memo-number: স্মারক নং ১২.৩৫.৩০৫৩.০০০.০০০.২০২০-২১/৫০১৬: [462, 1372, 675, 1383]
krishi-table-row: [463, 1687, 956, 1709]
article-headline: লেবার কোর্ট বারের সভাপতি সেলিম সম্পাদক বেলায়েত: [1372, 577, 1560, 645]
classifieds-mid: [249, 989, 447, 2260]
krishi-table-row: [463, 1536, 956, 1558]
column-rule-5: [1364, 87, 1365, 1213]
article-body: যুক্তরাষ্ট্রের নতুন প্রেসিডেন্ট জো বাইডেনের প্রশাসনে আরেকজন বাংলাদেশি আমেরিকান গুরুত্বপূর্ণ পদে নিয়োগ পেয়েছেন। হোয়াইট হাউস থেকে এ নিয়োগের ঘোষণা দেওয়া হয়। প্রবাসী বাংলাদেশিরা এ নিয়োগে আনন্দ প্রকাশ করেছেন। তারা বলেন, এটি বাংলাদেশি কমিউনিটির জন্য গর্বের বিষয়।: [1370, 1070, 1562, 1160]
article-headline: করোনা নির্মূলে: [1150, 750, 1262, 773]
